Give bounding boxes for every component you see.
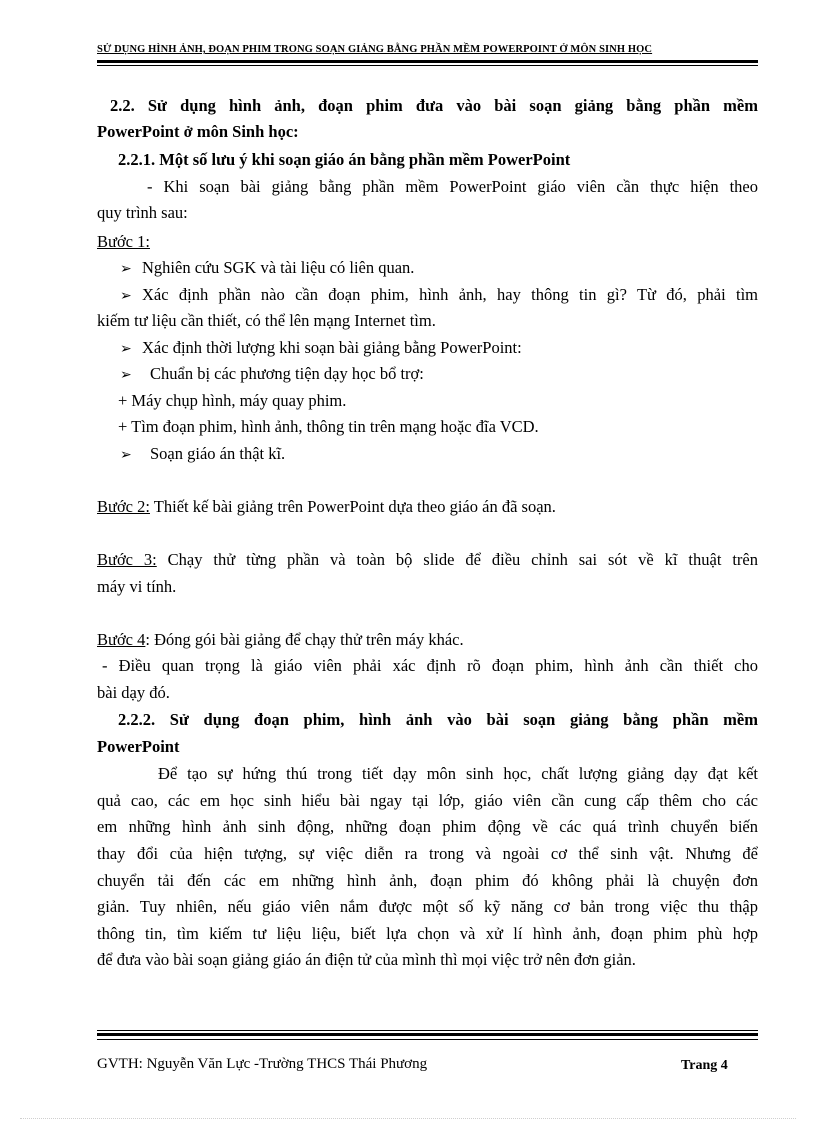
page-number: Trang 4 [681,1058,728,1073]
paragraph-line: quả cao, các em học sinh hiểu bài ngay tại lớp, giáo viên cần cung cấp thêm cho các [97,791,758,810]
list-item: ➢ Soạn giáo án thật kĩ. [120,444,781,466]
step2-label: Bước 2: [97,497,150,516]
step4-label: Bước 4 [97,630,146,649]
list-item-cont: kiếm tư liệu cần thiết, có thể lên mạng Internet tìm. [97,311,436,330]
note-line: - Điều quan trọng là giáo viên phải xác định rõ đoạn phim, hình ảnh cần thiết cho [102,656,758,675]
paragraph-line: em những hình ảnh sinh động, những đoạn phim động về các quá trình chuyển biến [97,817,758,836]
list-item: ➢ Chuẩn bị các phương tiện dạy học bổ trợ: [120,364,781,386]
arrow-bullet-icon: ➢ [120,289,132,304]
running-header: SỬ DỤNG HÌNH ẢNH, ĐOẠN PHIM TRONG SOẠN GIẢNG BẰNG PHẦN MỀM POWERPOINT Ở MÔN SINH HỌC [97,44,653,55]
arrow-bullet-icon: ➢ [120,368,132,383]
step4-line [97,630,758,650]
step1-label: Bước 1: [97,232,150,251]
section-heading-2-2: 2.2. Sử dụng hình ảnh, đoạn phim đưa vào bài soạn giảng bằng phần mềm [110,96,758,115]
paragraph-line: để đưa vào bài soạn giảng giáo án điện tử của mình thì mọi việc trở nên đơn giản. [97,950,636,969]
page-bottom-border [20,1118,796,1119]
step4-text: : Đóng gói bài giảng để chạy thử trên máy khác. [145,630,464,649]
step2-text: Thiết kế bài giảng trên PowerPoint dựa theo giáo án đã soạn. [153,497,556,516]
step3-label: Bước 3: [97,550,157,569]
list-item: ➢ Xác định phần nào cần đoạn phim, hình ảnh, hay thông tin gì? Từ đó, phải tìm [120,285,758,305]
step3-line-cont: máy vi tính. [97,577,177,596]
intro-line: - Khi soạn bài giảng bằng phần mềm PowerPoint giáo viên cần thực hiện theo [147,177,758,196]
arrow-bullet-icon: ➢ [120,448,132,463]
list-item: ➢ Nghiên cứu SGK và tài liệu có liên quan. [120,258,781,280]
step3-line [97,550,758,570]
arrow-bullet-icon: ➢ [120,342,132,357]
paragraph-line: giản. Tuy nhiên, nếu giáo viên nắm được một số kỹ năng cơ bản trong việc thu thập [97,897,758,916]
paragraph-line: thay đổi của hiện tượng, sự việc diễn ra trong và ngoài cơ thể sinh vật. Nhưng để [97,844,758,863]
list-item: ➢ Xác định thời lượng khi soạn bài giảng bằng PowerPoint: [120,338,781,360]
sub-item: + Máy chụp hình, máy quay phim. [118,391,347,410]
footer-author: GVTH: Nguyễn Văn Lực -Trường THCS Thái Phương [97,1056,428,1072]
intro-line-cont: quy trình sau: [97,203,188,222]
footer-rule [97,1030,758,1031]
note-line-cont: bài dạy đó. [97,683,170,702]
step2-line [97,497,758,517]
sub-item: + Tìm đoạn phim, hình ảnh, thông tin trên mạng hoặc đĩa VCD. [118,417,539,436]
section-heading-2-2-cont: PowerPoint ở môn Sinh học: [97,122,299,141]
header-rule-thin [97,65,758,66]
section-heading-2-2-1: 2.2.1. Một số lưu ý khi soạn giáo án bằng phần mềm PowerPoint [118,150,571,169]
paragraph-line: chuyển tải đến các em những hình ảnh, đoạn phim đó không phải là chuyện đơn [97,871,758,890]
paragraph-line: Để tạo sự hứng thú trong tiết dạy môn sinh học, chất lượng giảng dạy đạt kết [158,764,758,783]
arrow-bullet-icon: ➢ [120,262,132,277]
step3-text: Chạy thử từng phần và toàn bộ slide để điều chỉnh sai sót về kĩ thuật trên [167,550,758,569]
footer-rule-thin [97,1039,758,1040]
section-heading-2-2-2-cont: PowerPoint [97,737,180,756]
section-heading-2-2-2: 2.2.2. Sử dụng đoạn phim, hình ảnh vào bài soạn giảng bằng phần mềm [118,710,758,729]
footer-rule-thick [97,1033,758,1036]
paragraph-line: thông tin, tìm kiếm tư liệu liệu, biết lựa chọn và xử lí hình ảnh, đoạn phim phù hợp [97,924,758,943]
header-rule [97,60,758,63]
